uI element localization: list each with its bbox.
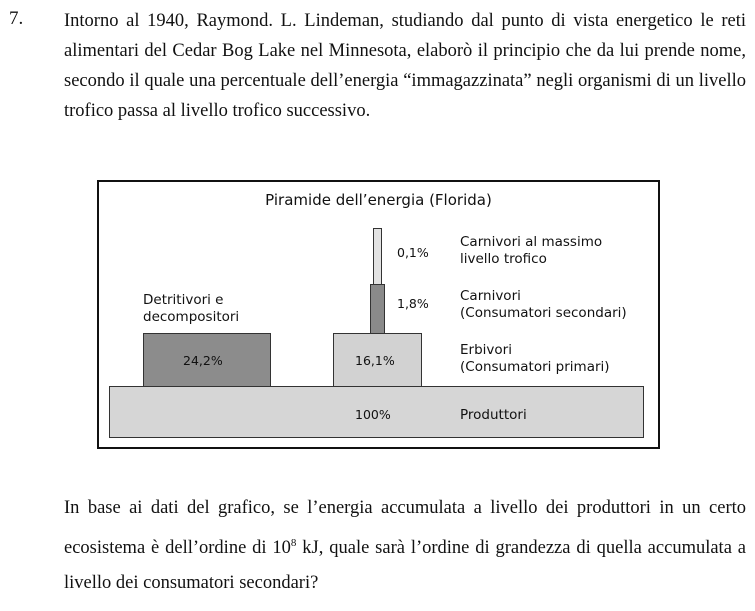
herbivores-label-line2: (Consumatori primari) [460, 359, 610, 375]
producers-value: 100% [355, 407, 391, 422]
prompt-text-after: kJ, quale sarà l’ordine di grandezza di quella accumulata a livello dei consumatori secondari? [64, 538, 746, 594]
detritus-label [143, 292, 239, 326]
carnivores-value: 1,8% [397, 296, 429, 311]
herbivores-label [460, 342, 610, 376]
top-carnivores-block [373, 228, 382, 285]
question-intro: Intorno al 1940, Raymond. L. Lindeman, studiando dal punto di vista energetico le reti alimentari del Cedar Bog Lake nel Minnesota, elaborò il principio che da lui prende nome, secondo il quale una percentuale dell’energia “immagazzinata” negli organismi di un livello trofico passa al livello trofico successivo. [64, 11, 746, 121]
top-carnivores-label [460, 234, 602, 268]
herbivores-value: 16,1% [355, 353, 395, 368]
carnivores-label [460, 288, 627, 322]
detritus-label-line1: Detritivori e [143, 292, 224, 308]
prompt-exponent: 8 [290, 537, 297, 549]
carnivores-block [370, 284, 385, 334]
figure-title: Piramide dell’energia (Florida) [265, 191, 492, 209]
detritus-value: 24,2% [183, 353, 223, 368]
carnivores-label-line1: Carnivori [460, 288, 521, 304]
producers-label: Produttori [460, 407, 527, 423]
question-prompt [64, 491, 746, 601]
top-carnivores-label-line1: Carnivori al massimo [460, 234, 603, 250]
question-number: 7. [9, 8, 24, 29]
carnivores-label-line2: (Consumatori secondari) [460, 305, 627, 321]
top-carnivores-value: 0,1% [397, 245, 429, 260]
energy-pyramid-figure [97, 180, 660, 449]
prompt-text-before: In base ai dati del grafico, se l’energia accumulata a livello dei produttori in un certo ecosistema è dell’ordine di 10 [64, 498, 746, 559]
herbivores-label-line1: Erbivori [460, 342, 512, 358]
detritus-label-line2: decompositori [143, 309, 240, 325]
top-carnivores-label-line2: livello trofico [460, 251, 547, 267]
